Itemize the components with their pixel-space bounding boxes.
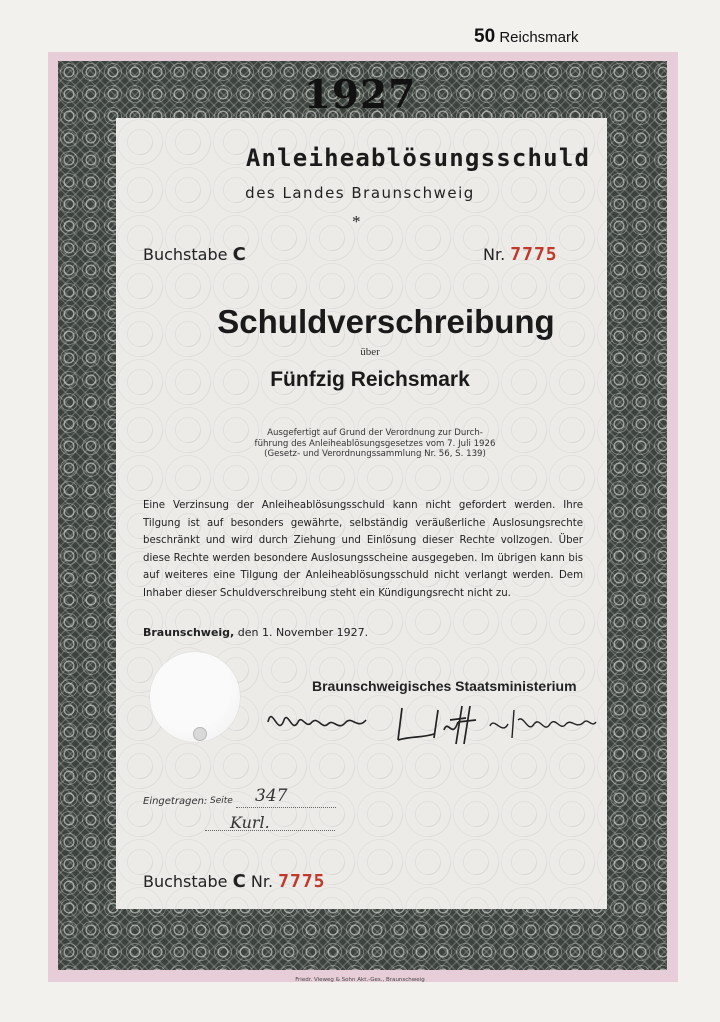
series-letter-value-bottom: C (232, 871, 246, 892)
series-letter-label-bottom: Buchstabe (143, 872, 228, 891)
ueber-word: über (360, 346, 380, 358)
corner-denomination-currency: Reichsmark (499, 29, 579, 46)
registered-note-line (205, 830, 335, 831)
issuer-name: Braunschweigisches Staatsministerium (312, 678, 577, 694)
legal-basis-line: (Gesetz- und Verordnungssammlung Nr. 56, S. 139) (264, 449, 486, 459)
serial-number-label: Nr. (483, 245, 506, 264)
signature-3 (490, 710, 596, 738)
corner-denomination (474, 26, 579, 48)
issue-year: 1927 (303, 72, 417, 118)
punch-hole (193, 727, 207, 741)
legal-basis-line: Ausgefertigt auf Grund der Verordnung zur Durch- (267, 428, 483, 438)
registered-handwritten-note: Kurl. (230, 813, 270, 832)
registered-label: Eingetragen: (143, 796, 208, 807)
signatures (262, 700, 602, 750)
amount-in-words: Fünfzig Reichsmark (270, 368, 470, 391)
signature-1 (268, 717, 366, 726)
serial-number-value: 7775 (510, 244, 558, 265)
series-letter-label: Buchstabe (143, 245, 228, 264)
series-letter-top (143, 244, 246, 265)
document-type: Schuldverschreibung (217, 303, 555, 340)
registered-page-value: 347 (255, 786, 288, 806)
registered-page-label: Seite (210, 796, 233, 806)
serial-number-label-bottom: Nr. (250, 872, 274, 891)
series-and-serial-bottom (143, 871, 326, 892)
printer-imprint: Friedr. Vieweg & Sohn Akt.-Ges., Braunschweig (295, 977, 425, 983)
signature-2 (398, 706, 476, 744)
serial-number-top (483, 244, 558, 265)
terms-paragraph: Eine Verzinsung der Anleiheablösungsschuld kann nicht gefordert werden. Ihre Tilgung ist auf besonders gewährte, selbständig veräußerliche Auslosungsrechte beschränkt und wird durch Ziehung und Einlösung dieser Rechte vollzogen. Über diese Rechte werden besondere Auslosungsscheine ausgegeben. Im übrigen kann bis auf weiteres eine Tilgung der Anleiheablösungsschuld nicht verlangt werden. Dem Inhaber dieser Schuldverschreibung steht ein Kündigungsrecht nicht zu. (143, 500, 583, 599)
corner-denomination-number: 50 (474, 26, 496, 47)
legal-basis (240, 428, 510, 460)
certificate-title: Anleiheablösungsschuld (245, 144, 591, 172)
legal-basis-line: führung des Anleiheablösungsgesetzes vom 7. Juli 1926 (254, 438, 496, 449)
place-and-date (143, 626, 368, 639)
registered-page-line (236, 807, 336, 808)
date: den 1. November 1927. (237, 626, 369, 639)
certificate-subtitle: des Landes Braunschweig (245, 184, 475, 202)
place: Braunschweig, (143, 626, 235, 639)
serial-number-value-bottom: 7775 (278, 871, 326, 892)
series-letter-value: C (232, 244, 246, 265)
star-ornament: * (352, 212, 361, 231)
